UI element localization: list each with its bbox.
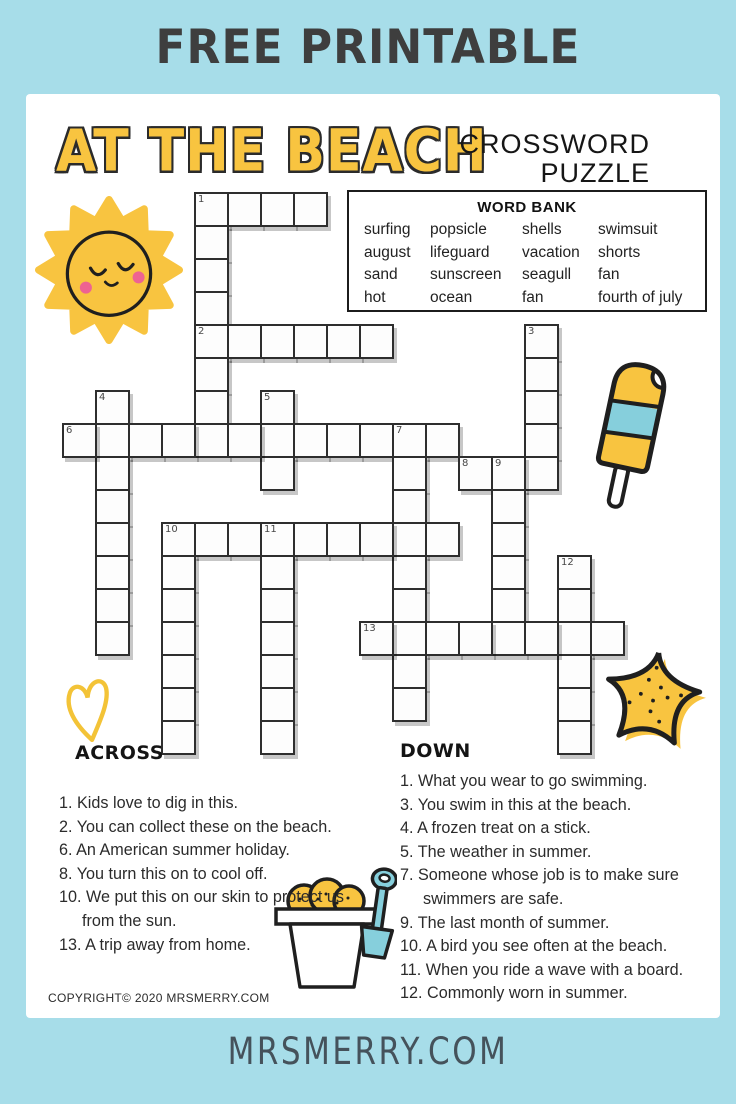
crossword-cell bbox=[293, 522, 328, 557]
crossword-cell bbox=[425, 423, 460, 458]
crossword-cell bbox=[491, 522, 526, 557]
footer-site-text: MRSMERRY.COM bbox=[227, 1030, 509, 1074]
crossword-cell bbox=[392, 687, 427, 722]
crossword-cell bbox=[260, 588, 295, 623]
crossword-cell bbox=[524, 357, 559, 392]
puzzle-subtitle bbox=[460, 130, 651, 188]
cell-number: 5 bbox=[264, 392, 271, 403]
crossword-cell bbox=[293, 423, 328, 458]
word-bank-row bbox=[364, 287, 705, 310]
word-bank-word: sand bbox=[364, 266, 398, 283]
word-bank-word: august bbox=[364, 243, 411, 261]
cell-number: 9 bbox=[495, 458, 502, 469]
crossword-cell bbox=[359, 621, 394, 656]
crossword-cell bbox=[194, 258, 229, 293]
crossword-cell bbox=[458, 456, 493, 491]
crossword-cell bbox=[392, 555, 427, 590]
crossword-cell bbox=[260, 390, 295, 425]
crossword-cell bbox=[392, 654, 427, 689]
crossword-cell bbox=[95, 588, 130, 623]
word-bank-row bbox=[364, 242, 705, 265]
cell-number: 11 bbox=[264, 524, 277, 535]
word-bank-word: shells bbox=[522, 221, 562, 238]
clue-item: 6. An American summer holiday. bbox=[59, 841, 290, 860]
crossword-cell bbox=[557, 654, 592, 689]
crossword-cell bbox=[491, 588, 526, 623]
crossword-cell bbox=[260, 192, 295, 227]
clue-item: 10. A bird you see often at the beach. bbox=[400, 937, 668, 956]
banner-title: FREE PRINTABLE bbox=[155, 19, 581, 75]
crossword-cell bbox=[161, 621, 196, 656]
word-bank-word: shorts bbox=[598, 243, 641, 261]
cell-number: 3 bbox=[528, 326, 535, 337]
crossword-cell bbox=[161, 423, 196, 458]
crossword-cell bbox=[194, 522, 229, 557]
crossword-cell bbox=[260, 621, 295, 656]
crossword-cell bbox=[161, 654, 196, 689]
cell-number: 10 bbox=[165, 524, 178, 535]
crossword-cell bbox=[260, 456, 295, 491]
crossword-cell bbox=[194, 291, 229, 326]
clue-item: 1. Kids love to dig in this. bbox=[59, 794, 239, 812]
crossword-cell bbox=[359, 423, 394, 458]
crossword-cell bbox=[194, 192, 229, 227]
crossword-cell bbox=[491, 456, 526, 491]
crossword-cell bbox=[194, 423, 229, 458]
crossword-cell bbox=[392, 621, 427, 656]
cell-number: 8 bbox=[462, 458, 469, 469]
sun-icon bbox=[34, 196, 184, 344]
word-bank-word: vacation bbox=[522, 243, 580, 261]
crossword-cell bbox=[194, 357, 229, 392]
crossword-cell bbox=[326, 423, 361, 458]
down-heading: DOWN bbox=[400, 740, 471, 762]
puzzle-card bbox=[26, 94, 720, 1018]
crossword-cell bbox=[392, 489, 427, 524]
banner bbox=[0, 0, 736, 94]
popsicle-icon bbox=[589, 356, 674, 516]
cell-number: 13 bbox=[363, 623, 376, 634]
word-bank-word: surfing bbox=[364, 221, 411, 238]
word-bank-word: swimsuit bbox=[598, 221, 658, 238]
crossword-cell bbox=[326, 522, 361, 557]
crossword-cell bbox=[524, 390, 559, 425]
crossword-cell bbox=[161, 687, 196, 722]
crossword-cell bbox=[161, 720, 196, 755]
crossword-cell bbox=[95, 423, 130, 458]
crossword-cell bbox=[260, 555, 295, 590]
crossword-cell bbox=[557, 588, 592, 623]
clue-item: 1. What you wear to go swimming. bbox=[400, 772, 648, 790]
crossword-cell bbox=[95, 390, 130, 425]
clue-item: 5. The weather in summer. bbox=[400, 842, 592, 861]
crossword-cell bbox=[293, 324, 328, 359]
clue-item: 13. A trip away from home. bbox=[59, 935, 251, 954]
across-clue-list bbox=[59, 792, 371, 957]
crossword-cell bbox=[359, 522, 394, 557]
word-bank-title: WORD BANK bbox=[477, 199, 577, 216]
word-bank-word: hot bbox=[364, 288, 386, 306]
crossword-cell bbox=[227, 423, 262, 458]
crossword-cell bbox=[458, 621, 493, 656]
clue-item: 2. You can collect these on the beach. bbox=[59, 817, 332, 836]
word-bank-word: sunscreen bbox=[430, 266, 502, 283]
clue-item: 8. You turn this on to cool off. bbox=[59, 864, 268, 883]
clue-item: 12. Commonly worn in summer. bbox=[400, 984, 628, 1003]
clue-item: 11. When you ride a wave with a board. bbox=[400, 960, 684, 979]
crossword-cell bbox=[392, 423, 427, 458]
crossword-cell bbox=[425, 522, 460, 557]
crossword-cell bbox=[161, 588, 196, 623]
clue-item: 3. You swim in this at the beach. bbox=[400, 795, 632, 814]
crossword-cell bbox=[260, 654, 295, 689]
starfish-icon bbox=[600, 646, 712, 756]
crossword-cell bbox=[491, 489, 526, 524]
crossword-cell bbox=[293, 192, 328, 227]
crossword-cell bbox=[227, 522, 262, 557]
cell-number: 12 bbox=[561, 557, 574, 568]
clue-item: 7. Someone whose job is to make sure swimmers are safe. bbox=[400, 866, 679, 908]
crossword-cell bbox=[194, 390, 229, 425]
crossword-cell bbox=[260, 423, 295, 458]
cell-number: 6 bbox=[66, 425, 73, 436]
crossword-cell bbox=[161, 555, 196, 590]
crossword-cell bbox=[260, 324, 295, 359]
crossword-cell bbox=[425, 621, 460, 656]
crossword-cell bbox=[491, 621, 526, 656]
crossword-cell bbox=[95, 489, 130, 524]
cell-number: 2 bbox=[198, 326, 205, 337]
down-clue-list bbox=[400, 770, 722, 1006]
crossword-cell bbox=[227, 324, 262, 359]
word-bank-word: popsicle bbox=[430, 221, 487, 238]
crossword-cell bbox=[557, 687, 592, 722]
crossword-cell bbox=[194, 324, 229, 359]
crossword-cell bbox=[524, 324, 559, 359]
crossword-cell bbox=[161, 522, 196, 557]
crossword-cell bbox=[524, 456, 559, 491]
crossword-cell bbox=[557, 720, 592, 755]
crossword-cell bbox=[260, 720, 295, 755]
crossword-cell bbox=[62, 423, 97, 458]
puzzle-subtitle-line1: CROSSWORD bbox=[459, 129, 650, 159]
crossword-cell bbox=[392, 456, 427, 491]
word-bank-word: fan bbox=[522, 288, 544, 306]
crossword-cell bbox=[557, 621, 592, 656]
crossword-cell bbox=[95, 522, 130, 557]
puzzle-subtitle-line2: PUZZLE bbox=[540, 158, 650, 188]
word-bank-word: ocean bbox=[430, 288, 473, 306]
crossword-cell bbox=[95, 555, 130, 590]
crossword-cell bbox=[260, 522, 295, 557]
crossword-cell bbox=[95, 456, 130, 491]
clue-item: 10. We put this on our skin to protect us from the sun. bbox=[59, 888, 344, 930]
word-bank-row bbox=[364, 264, 705, 287]
crossword-cell bbox=[491, 555, 526, 590]
crossword-cell bbox=[227, 192, 262, 227]
crossword-cell bbox=[557, 555, 592, 590]
word-bank bbox=[347, 190, 707, 312]
crossword-cell bbox=[359, 324, 394, 359]
crossword-cell bbox=[95, 621, 130, 656]
crossword-cell bbox=[194, 225, 229, 260]
clue-item: 9. The last month of summer. bbox=[400, 913, 610, 932]
crossword-cell bbox=[524, 423, 559, 458]
crossword-cell bbox=[524, 621, 559, 656]
heart-icon bbox=[60, 672, 118, 750]
word-bank-word: fan bbox=[598, 266, 620, 283]
crossword-cell bbox=[260, 687, 295, 722]
crossword-cell bbox=[326, 324, 361, 359]
word-bank-word: seagull bbox=[522, 266, 572, 283]
footer bbox=[0, 1030, 736, 1074]
across-heading: ACROSS bbox=[75, 742, 164, 764]
clue-item: 4. A frozen treat on a stick. bbox=[400, 819, 591, 838]
copyright-text: COPYRIGHT© 2020 MRSMERRY.COM bbox=[48, 991, 270, 1005]
word-bank-grid bbox=[349, 216, 705, 309]
crossword-cell bbox=[392, 522, 427, 557]
word-bank-word: fourth of july bbox=[598, 288, 683, 306]
cell-number: 1 bbox=[198, 194, 205, 205]
cell-number: 7 bbox=[396, 425, 403, 436]
cell-number: 4 bbox=[99, 392, 106, 403]
word-bank-row bbox=[364, 219, 705, 242]
crossword-cell bbox=[128, 423, 163, 458]
crossword-cell bbox=[392, 588, 427, 623]
puzzle-title: AT THE BEACH bbox=[56, 118, 488, 186]
word-bank-word: lifeguard bbox=[430, 243, 490, 261]
